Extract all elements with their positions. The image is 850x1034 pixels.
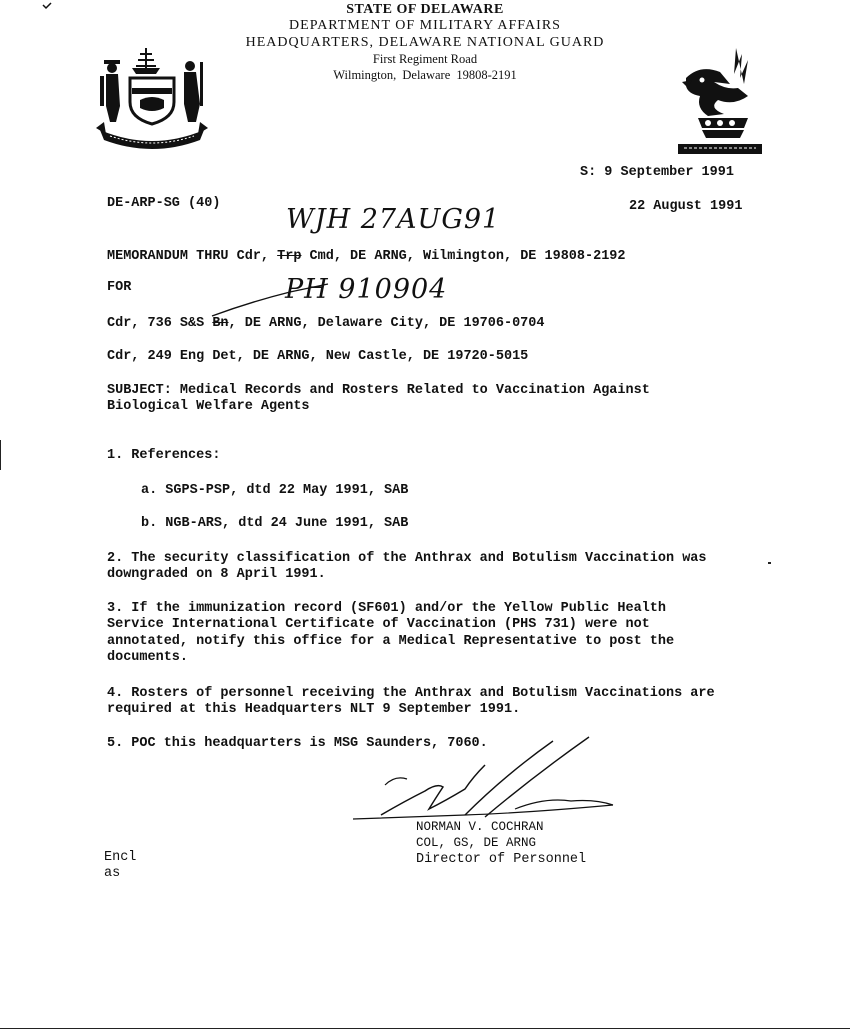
address1-prefix: Cdr, 736 S&S bbox=[107, 316, 213, 331]
check-mark-icon bbox=[42, 2, 52, 10]
eagle-crest-icon bbox=[678, 44, 764, 156]
subject-line-1 bbox=[107, 382, 650, 399]
enclosure-as: as bbox=[104, 866, 121, 881]
scan-dot bbox=[768, 562, 771, 564]
office-symbol: DE-ARP-SG (40) bbox=[107, 196, 221, 211]
handwritten-note-number: PH 910904 bbox=[285, 274, 448, 305]
memo-date: 22 August 1991 bbox=[629, 199, 743, 214]
delaware-seal-icon bbox=[96, 44, 208, 152]
struck-word-bn: Bn bbox=[212, 316, 229, 331]
signer-title: Director of Personnel bbox=[416, 852, 587, 867]
reference-b: b. NGB-ARS, dtd 24 June 1991, SAB bbox=[141, 516, 409, 531]
signer-rank: COL, GS, DE ARNG bbox=[416, 836, 537, 850]
reference-a: a. SGPS-PSP, dtd 22 May 1991, SAB bbox=[141, 483, 409, 498]
scan-edge-mark bbox=[0, 440, 1, 470]
handwritten-stroke-icon bbox=[210, 280, 330, 320]
letterhead-city: Wilmington, Delaware 19808-2191 bbox=[333, 68, 517, 82]
paragraph-4-line-2: required at this Headquarters NLT 9 September 1991. bbox=[107, 702, 521, 717]
signature-icon bbox=[345, 735, 625, 830]
address1-suffix: , DE ARNG, Delaware City, DE 19706-0704 bbox=[228, 316, 545, 331]
struck-word-trp: Trp bbox=[277, 249, 302, 264]
paragraph-3-line-3: annotated, notify this office for a Medical Representative to post the bbox=[107, 634, 675, 649]
handwritten-note-initials: WJH 27AUG91 bbox=[286, 204, 501, 235]
suspense-date: S: 9 September 1991 bbox=[580, 165, 734, 180]
signer-name: NORMAN V. COCHRAN bbox=[416, 820, 544, 834]
address-line-249: Cdr, 249 Eng Det, DE ARNG, New Castle, DE 19720-5015 bbox=[107, 349, 529, 364]
letterhead-department: DEPARTMENT OF MILITARY AFFAIRS bbox=[289, 18, 561, 33]
paragraph-3-line-4: documents. bbox=[107, 650, 189, 665]
subject-label: SUBJECT: bbox=[107, 383, 172, 398]
memo-suffix: Cmd, DE ARNG, Wilmington, DE 19808-2192 bbox=[301, 249, 626, 264]
paragraph-3-line-2: Service International Certificate of Vaccination (PHS 731) were not bbox=[107, 617, 650, 632]
paragraph-3-line-1: 3. If the immunization record (SF601) and/or the Yellow Public Health bbox=[107, 601, 666, 616]
paragraph-4-line-1: 4. Rosters of personnel receiving the Anthrax and Botulism Vaccinations are bbox=[107, 686, 715, 701]
subject-line-2: Biological Welfare Agents bbox=[107, 399, 310, 414]
paragraph-1: 1. References: bbox=[107, 448, 221, 463]
letterhead-road: First Regiment Road bbox=[372, 52, 478, 66]
paragraph-2-line-1: 2. The security classification of the Anthrax and Botulism Vaccination was bbox=[107, 551, 707, 566]
subject-text-1: Medical Records and Rosters Related to Vaccination Against bbox=[179, 383, 650, 398]
paragraph-5: 5. POC this headquarters is MSG Saunders, 7060. bbox=[107, 736, 488, 751]
paragraph-2-line-2: downgraded on 8 April 1991. bbox=[107, 567, 326, 582]
letterhead-headquarters: HEADQUARTERS, DELAWARE NATIONAL GUARD bbox=[245, 35, 605, 50]
page-bottom-rule bbox=[0, 1028, 850, 1029]
enclosure-label: Encl bbox=[104, 850, 137, 865]
letterhead-state: STATE OF DELAWARE bbox=[346, 2, 504, 17]
memorandum-thru-line bbox=[107, 248, 626, 265]
memo-prefix: MEMORANDUM THRU Cdr, bbox=[107, 249, 278, 264]
address-line-736 bbox=[107, 315, 544, 332]
for-label: FOR bbox=[107, 280, 132, 295]
